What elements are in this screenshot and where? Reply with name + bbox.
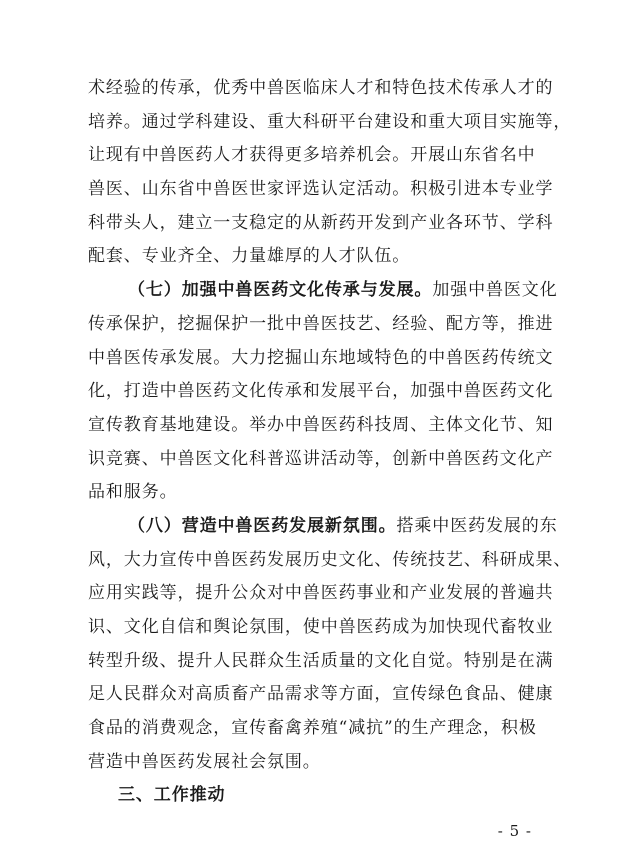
paragraph-line: 培养。通过学科建设、重大科研平台建设和重大项目实施等， — [88, 111, 572, 132]
paragraph-line: 传承保护，挖掘保护一批中兽医技艺、经验、配方等，推进 — [88, 313, 554, 334]
paragraph-line: 识、文化自信和舆论氛围，使中兽医药成为加快现代畜牧业 — [88, 617, 554, 637]
paragraph-line: 转型升级、提升人民群众生活质量的文化自觉。特别是在满 — [88, 650, 554, 671]
section-three-heading: 三、工作推动 — [118, 785, 226, 806]
paragraph-line: 品和服务。 — [88, 482, 178, 503]
paragraph-line: 中兽医传承发展。大力挖掘山东地域特色的中兽医药传统文 — [88, 347, 554, 368]
paragraph-line: 让现有中兽医药人才获得更多培养机会。开展山东省名中 — [88, 145, 536, 166]
section-eight-first-line-text: 搭乘中医药发展的东 — [396, 515, 558, 536]
paragraph-line: 兽医、山东省中兽医世家评选认定活动。积极引进本专业学 — [88, 179, 554, 200]
section-eight-first-line — [88, 510, 558, 544]
paragraph-line: 配套、专业齐全、力量雄厚的人才队伍。 — [88, 246, 411, 267]
section-seven-first-line — [88, 274, 558, 308]
paragraph-line: 应用实践等，提升公众对中兽医药事业和产业发展的普遍共 — [88, 583, 554, 604]
section-seven-first-line-text: 加强中兽医文化 — [432, 280, 558, 301]
paragraph-line: 术经验的传承，优秀中兽医临床人才和特色技术传承人才的 — [88, 78, 554, 98]
paragraph-line: 风，大力宣传中兽医药发展历史文化、传统技艺、科研成果、 — [88, 549, 572, 570]
paragraph-line: 化，打造中兽医药文化传承和发展平台，加强中兽医药文化 — [88, 381, 554, 402]
paragraph-line: 宣传教育基地建设。举办中兽医药科技周、主体文化节、知 — [88, 414, 554, 435]
paragraph-line: 识竞赛、中兽医文化科普巡讲活动等，创新中兽医药文化产 — [88, 448, 554, 469]
section-seven-heading: （七）加强中兽医药文化传承与发展。 — [128, 280, 433, 301]
paragraph-line: 食品的消费观念，宣传畜禽养殖“减抗”的生产理念，积极 — [88, 718, 537, 739]
paragraph-line: 科带头人，建立一支稳定的从新药开发到产业各环节、学科 — [88, 212, 554, 233]
page-number: - 5 - — [497, 822, 532, 840]
document-body — [88, 72, 572, 813]
section-eight-heading: （八）营造中兽医药发展新氛围。 — [128, 515, 397, 536]
paragraph-line: 营造中兽医药发展社会氛围。 — [88, 751, 321, 772]
paragraph-line: 足人民群众对高质畜产品需求等方面，宣传绿色食品、健康 — [88, 684, 554, 705]
